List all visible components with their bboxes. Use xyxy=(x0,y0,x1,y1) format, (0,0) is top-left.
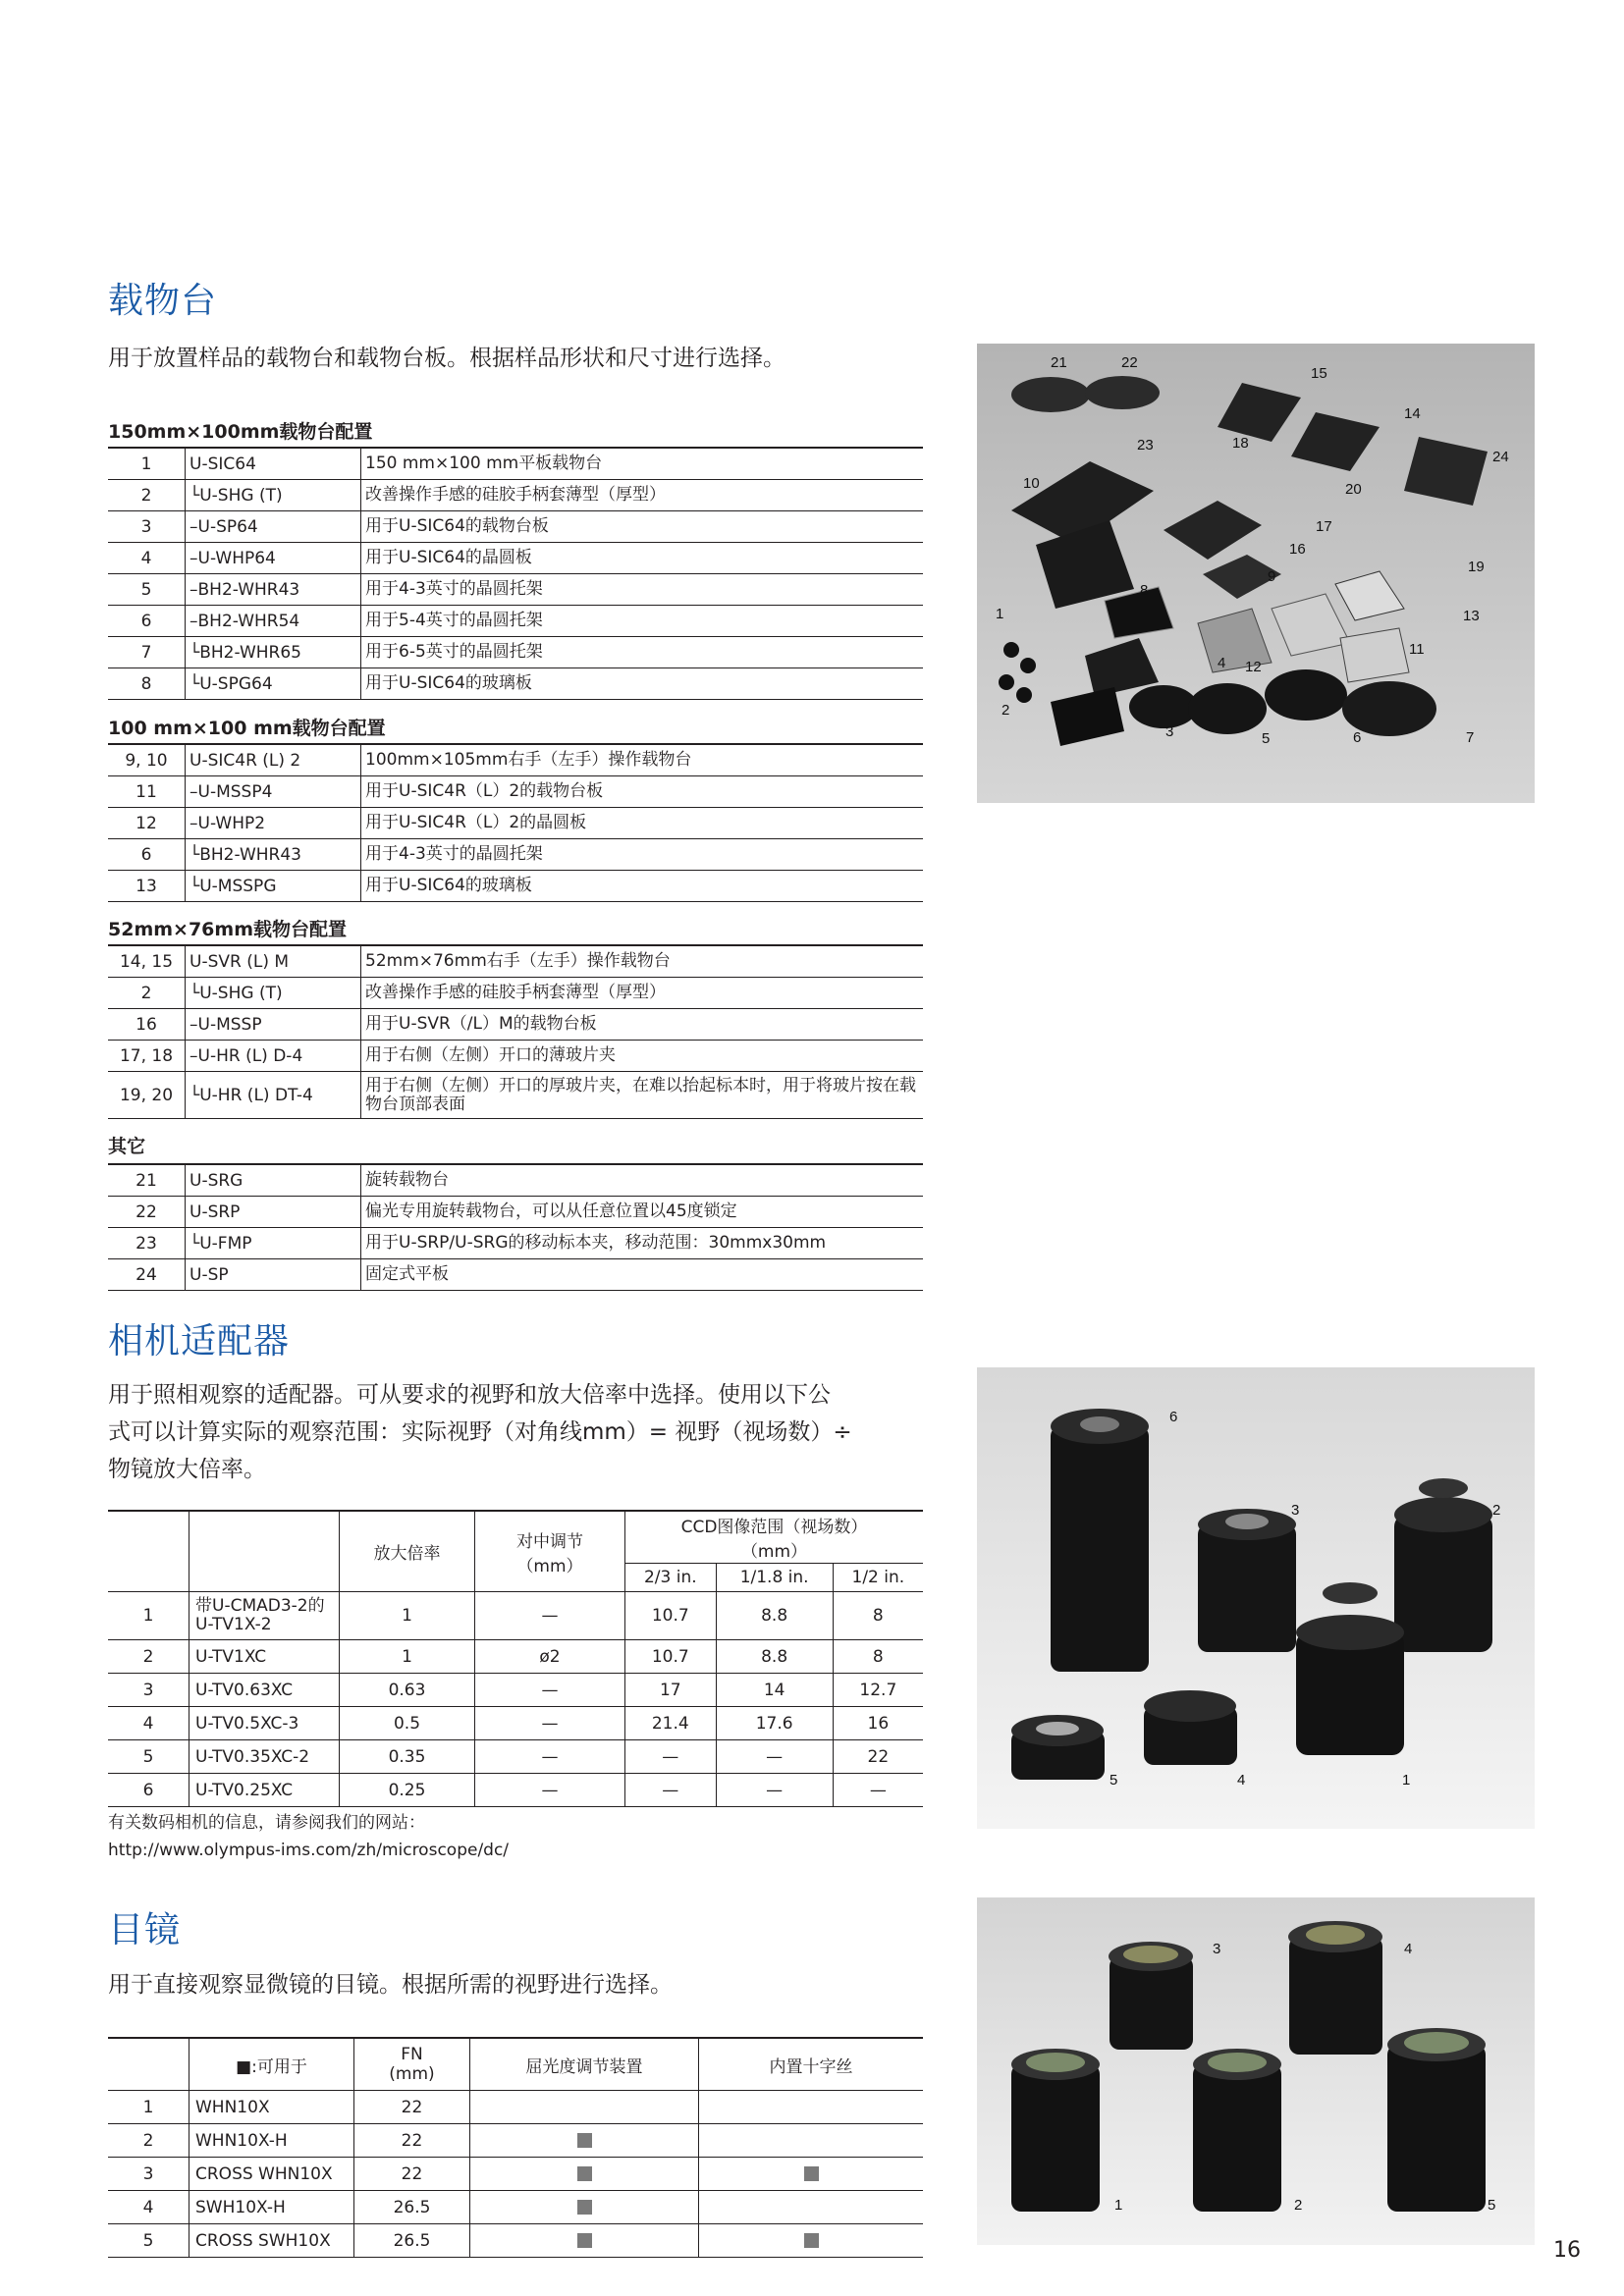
photo-label: 1 xyxy=(1402,1772,1411,1789)
photo-label: 4 xyxy=(1404,1941,1413,1957)
page-number: 16 xyxy=(1553,2238,1581,2263)
table-row: 13 └U-MSSPG 用于U-SIC64的玻璃板 xyxy=(108,871,923,902)
table-row: 5 U-TV0.35XC-2 0.35 — — — 22 xyxy=(108,1740,923,1774)
website-link[interactable]: http://www.olympus-ims.com/zh/microscope/dc/ xyxy=(108,1841,510,1860)
photo-label: 5 xyxy=(1262,730,1271,747)
photo-label: 24 xyxy=(1492,449,1509,465)
stage-table-other xyxy=(108,1163,923,1291)
available-marker xyxy=(577,2166,592,2181)
eyepiece-section-title: 目镜 xyxy=(108,1910,182,1950)
photo-label: 8 xyxy=(1140,582,1149,599)
photo-label: 19 xyxy=(1468,559,1485,575)
photo-label: 2 xyxy=(1294,2197,1303,2214)
photo-label: 16 xyxy=(1289,541,1306,558)
table-row: 2 └U-SHG (T) 改善操作手感的硅胶手柄套薄型（厚型） xyxy=(108,480,923,511)
table-row: 5 CROSS SWH10X 26.5 xyxy=(108,2224,923,2258)
table-row: 2 └U-SHG (T) 改善操作手感的硅胶手柄套薄型（厚型） xyxy=(108,978,923,1009)
stage-section-title: 载物台 xyxy=(108,281,218,321)
table-row: 7 └BH2-WHR65 用于6-5英寸的晶圆托架 xyxy=(108,637,923,668)
photo-label: 13 xyxy=(1463,608,1480,624)
photo-label: 4 xyxy=(1218,655,1226,671)
stage-group-heading: 100 mm×100 mm载物台配置 xyxy=(108,718,386,739)
photo-label: 6 xyxy=(1169,1409,1178,1425)
photo-label: 18 xyxy=(1232,435,1249,452)
available-marker xyxy=(577,2200,592,2215)
photo-label: 3 xyxy=(1213,1941,1221,1957)
photo-label: 1 xyxy=(1114,2197,1123,2214)
stage-product-photo xyxy=(977,344,1535,803)
photo-label: 5 xyxy=(1488,2197,1496,2214)
photo-label: 12 xyxy=(1245,659,1262,675)
stage-table-100x100 xyxy=(108,743,923,902)
table-row: 9, 10 U-SIC4R (L) 2 100mm×105mm右手（左手）操作载物台 xyxy=(108,744,923,776)
table-row: 24 U-SP 固定式平板 xyxy=(108,1259,923,1291)
photo-label: 23 xyxy=(1137,437,1154,454)
eyepiece-table: ■:可用于 FN (mm) 屈光度调节装置 内置十字丝 1 WHN10X 22 2 WHN10X-H 22 3 CROSS WHN10X 22 4 SWH10X-H 26.5 5 CROSS SWH10X 26.5 xyxy=(108,2037,923,2258)
camera-adapter-photo xyxy=(977,1367,1535,1829)
photo-label: 2 xyxy=(1001,702,1010,719)
photo-label: 9 xyxy=(1268,568,1276,585)
photo-label: 17 xyxy=(1316,518,1332,535)
table-row: 4 U-TV0.5XC-3 0.5 — 21.4 17.6 16 xyxy=(108,1707,923,1740)
table-row: 17, 18 –U-HR (L) D-4 用于右侧（左侧）开口的薄玻片夹 xyxy=(108,1041,923,1072)
stage-group-heading: 150mm×100mm载物台配置 xyxy=(108,421,373,443)
stage-table-150x100 xyxy=(108,447,923,700)
stage-group-heading: 其它 xyxy=(108,1136,146,1157)
photo-label: 15 xyxy=(1311,365,1327,382)
table-row: 6 U-TV0.25XC 0.25 — — — — xyxy=(108,1774,923,1807)
table-row: 22 U-SRP 偏光专用旋转载物台，可以从任意位置以45度锁定 xyxy=(108,1197,923,1228)
available-marker xyxy=(577,2133,592,2148)
table-row: 21 U-SRG 旋转载物台 xyxy=(108,1164,923,1197)
stage-table-52x76 xyxy=(108,944,923,1119)
stage-intro: 用于放置样品的载物台和载物台板。根据样品形状和尺寸进行选择。 xyxy=(108,346,785,371)
photo-label: 2 xyxy=(1492,1502,1501,1519)
photo-label: 6 xyxy=(1353,729,1362,746)
table-row: 4 SWH10X-H 26.5 xyxy=(108,2191,923,2224)
photo-label: 7 xyxy=(1466,729,1475,746)
table-row: 3 CROSS WHN10X 22 xyxy=(108,2158,923,2191)
table-row: 16 –U-MSSP 用于U-SVR（/L）M的载物台板 xyxy=(108,1009,923,1041)
photo-label: 22 xyxy=(1121,354,1138,371)
available-legend: ■:可用于 xyxy=(189,2038,354,2091)
camera-adapter-table: 放大倍率 对中调节 （mm） CCD图像范围（视场数） （mm） 2/3 in. 1/1.8 in. 1/2 in. 1 带U-CMAD3-2的U-TV1X-2 1 — 10.7 8.8 8 2 U-TV1XC 1 ø2 10.7 8.8 8 3 U-TV0.63XC 0.63 — 17 14 12.7 4 U-TV0.5XC-3 0.5 — 21.4 17.6 16 5 U-TV0.35XC-2 0.35 — — — 22 6 U-TV0.25XC 0.25 — — — — xyxy=(108,1510,923,1807)
table-row: 2 U-TV1XC 1 ø2 10.7 8.8 8 xyxy=(108,1640,923,1674)
stage-group-heading: 52mm×76mm载物台配置 xyxy=(108,919,347,940)
photo-label: 10 xyxy=(1023,475,1040,492)
photo-label: 20 xyxy=(1345,481,1362,498)
photo-label: 3 xyxy=(1291,1502,1300,1519)
table-row: 3 –U-SP64 用于U-SIC64的载物台板 xyxy=(108,511,923,543)
table-row: 3 U-TV0.63XC 0.63 — 17 14 12.7 xyxy=(108,1674,923,1707)
table-row: 19, 20 └U-HR (L) DT-4 用于右侧（左侧）开口的厚玻片夹，在难以抬起标本时，用于将玻片按在载物台顶部表面 xyxy=(108,1072,923,1119)
camera-section-title: 相机适配器 xyxy=(108,1321,291,1362)
table-row: 2 WHN10X-H 22 xyxy=(108,2124,923,2158)
eyepiece-photo xyxy=(977,1897,1535,2245)
photo-label: 14 xyxy=(1404,405,1421,422)
photo-label: 21 xyxy=(1051,354,1067,371)
table-row: 1 带U-CMAD3-2的U-TV1X-2 1 — 10.7 8.8 8 xyxy=(108,1592,923,1640)
available-marker xyxy=(804,2166,819,2181)
table-row: 11 –U-MSSP4 用于U-SIC4R（L）2的载物台板 xyxy=(108,776,923,808)
table-row: 5 –BH2-WHR43 用于4-3英寸的晶圆托架 xyxy=(108,574,923,606)
photo-label: 5 xyxy=(1110,1772,1118,1789)
camera-website-note: 有关数码相机的信息，请参阅我们的网站： http://www.olympus-ims.com/zh/microscope/dc/ xyxy=(108,1809,509,1864)
photo-label: 1 xyxy=(996,606,1004,622)
table-row: 6 –BH2-WHR54 用于5-4英寸的晶圆托架 xyxy=(108,606,923,637)
table-row: 1 U-SIC64 150 mm×100 mm平板载物台 xyxy=(108,448,923,480)
available-marker xyxy=(577,2233,592,2248)
table-row: 23 └U-FMP 用于U-SRP/U-SRG的移动标本夹，移动范围：30mmx30mm xyxy=(108,1228,923,1259)
table-row: 1 WHN10X 22 xyxy=(108,2091,923,2124)
photo-label: 11 xyxy=(1409,641,1425,658)
photo-label: 4 xyxy=(1237,1772,1246,1789)
table-row: 6 └BH2-WHR43 用于4-3英寸的晶圆托架 xyxy=(108,839,923,871)
camera-intro: 用于照相观察的适配器。可从要求的视野和放大倍率中选择。使用以下公 式可以计算实际的观察范围：实际视野（对角线mm）= 视野（视场数）÷ 物镜放大倍率。 xyxy=(108,1382,852,1482)
eyepiece-intro: 用于直接观察显微镜的目镜。根据所需的视野进行选择。 xyxy=(108,1972,673,1998)
table-row: 4 –U-WHP64 用于U-SIC64的晶圆板 xyxy=(108,543,923,574)
available-marker xyxy=(804,2233,819,2248)
table-row: 12 –U-WHP2 用于U-SIC4R（L）2的晶圆板 xyxy=(108,808,923,839)
photo-label: 3 xyxy=(1165,723,1174,740)
table-row: 8 └U-SPG64 用于U-SIC64的玻璃板 xyxy=(108,668,923,700)
table-row: 14, 15 U-SVR (L) M 52mm×76mm右手（左手）操作载物台 xyxy=(108,945,923,978)
col-magnification: 放大倍率 xyxy=(340,1511,475,1592)
